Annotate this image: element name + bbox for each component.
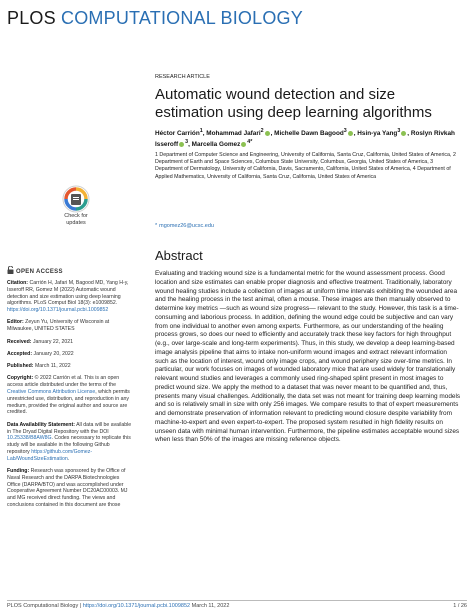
data-availability-text-2: . Codes necessary to replicate this study will be available in the following Github repository [7,435,131,455]
page-number: 1 / 26 [453,603,467,609]
author-affiliation-mark: 3 [343,128,347,134]
author-name[interactable]: Roslyn Rivkah Isseroff [155,130,455,149]
accepted [7,351,133,358]
abstract-heading: Abstract [155,248,203,263]
accepted-date: January 20, 2022 [32,350,74,357]
data-availability [7,422,133,463]
author-affiliation-mark: 2 [260,128,264,134]
published [7,363,133,370]
received-label: Received: [7,338,32,345]
author-name[interactable]: Hsin-ya Yang [357,130,398,138]
check-for-updates-label[interactable] [53,213,99,226]
footer-doi-link[interactable]: https://doi.org/10.1371/journal.pcbi.1009852 [82,603,191,609]
badge-line-1: Check for [64,213,88,219]
citation-text: Carrión H, Jafari M, Bagood MD, Yang H-y, Isseroff RR, Gomez M (2022) Automatic wound detection and size estimation using deep learning algorithms. PLoS Comput Biol 18(3): e1009852. [7,280,129,307]
orcid-icon[interactable] [265,131,270,136]
author-affiliation-mark: 4* [247,139,253,146]
badge-line-2: updates [66,219,86,226]
funding-label: Funding: [7,468,30,475]
author-list: Héctor Carrión$^1$, Mohammad Jafari$^2$ , Michelle Dawn Bagood$^3$ , Hsin-ya Yang$^3$ , Roslyn Rivkah Isseroff $^3$, Marcella Gomez $^{4*}$ [155,128,455,149]
page-footer [7,603,467,609]
citation-label: Citation: [7,280,29,286]
orcid-icon[interactable] [348,131,353,136]
author-name[interactable]: Marcella Gomez [191,141,241,149]
article-info-sidebar [7,280,133,514]
abstract-body: Evaluating and tracking wound size is a fundamental metric for the wound assessment process. Good location and size estimates can enable proper diagnosis and effective treatment. Traditionally, laboratory wound healing studies include a collection of images at uniform time intervals exhibiting the wounded area and the healing process in the test animal, often a mouse. These images are then manually observed to determine key metrics —such as wound size progress— relevant to the study. However, this task is a time-consuming and laborious process. In addition, defining the wound edge could be subjective and can vary from one individual to another even among experts. Furthermore, as our understanding of the healing process grows, so does our need to efficiently and accurately track these key factors for high throughput (e.g., over large-scale and long-term experiments). Thus, in this study, we develop a deep learning-based image analysis pipeline that aims to intake non-uniform wound images and extract relevant information such as the location of interest, wound only image crops, and wound periphery size over-time metrics. In particular, our work focuses on images of wounded laboratory mice that are used widely for translationally relevant wound studies and leverages a commonly used ring-shaped splint present in most images to predict wound size. We apply the method to a dataset that was never meant to be quantified and, thus, presents many visual challenges. Additionally, the data set was not meant for training deep learning models and so is relatively small in size with only 256 images. We compare results to that of expert measurements and demonstrate preservation of information relevant to predicting wound closure despite variability from machine-to-expert and even expert-to-expert. The proposed system resulted in high fidelity results on unseen data with minimal human intervention. Furthermore, the pipeline estimates acceptable wound sizes when less than 50% of the images are missing reference objects. [155,270,461,444]
accepted-label: Accepted: [7,350,33,357]
footer-separator: | [78,603,83,609]
corresponding-email[interactable] [155,223,214,229]
email-address[interactable]: mgomez26@ucsc.edu [159,223,214,229]
copyright-label: Copyright: [7,375,34,382]
footer-journal: PLOS Computational Biology [7,603,79,609]
orcid-icon[interactable] [401,131,406,136]
author-name[interactable]: Héctor Carrión [155,130,200,138]
article-title: Automatic wound detection and size estimation using deep learning algorithms [155,86,432,121]
orcid-icon[interactable] [179,142,184,147]
affiliations: 1 Department of Computer Science and Engineering, University of California, Santa Cruz, California, United States of America, 2 Department of Earth and Space Sciences, Columbus State University, Columbus, Georgia, United States of America, 3 Department of Dermatology, University of California, Davis, Sacramento, California, United States of America, 4 Department of Applied Mathematics, University of California, Santa Cruz, California, United States of America [155,152,456,180]
citation-doi-link[interactable]: https://doi.org/10.1371/journal.pcbi.1009852 [7,307,109,314]
copyright-text-end: , which permits unrestricted use, distribution, and reproduction in any medium, provided the original author and source are credited. [7,389,130,416]
github-link[interactable]: https://github.com/Gomez-Lab/WoundSizeEstimation [7,448,93,462]
author-affiliation-mark: 1 [199,128,203,134]
funding-text: Research was sponsored by the Office of Naval Research and the DARPA Biotechnologies Office (DARPA/BTO) and was accomplished under Cooperative Agreement Number DC20AC00003. MJ and MG received direct funding. The views and conclusions contained in this document are those [7,468,128,509]
journal-name-part1: PLOS [7,8,56,28]
copyright [7,375,133,416]
author-affiliation-mark: 3 [185,139,189,146]
journal-name-part2: COMPUTATIONAL BIOLOGY [55,8,303,28]
check-for-updates-icon [56,185,96,215]
orcid-icon[interactable] [241,142,246,147]
copyright-text: © 2022 Carrión et al. This is an open access article distributed under the terms of the [7,375,120,389]
dryad-doi-link[interactable]: 10.25338/B8AW8G [7,435,52,442]
open-access-text: OPEN ACCESS [16,269,63,275]
author-name[interactable]: Michelle Dawn Bagood [274,130,344,138]
footer-divider [7,600,467,601]
editor-text: Zeyun Yu, University of Wisconsin at Milwaukee, UNITED STATES [7,319,110,333]
received [7,339,133,346]
data-availability-text-3: . [67,455,70,462]
author-affiliation-mark: 3 [397,128,401,134]
received-date: January 22, 2021 [31,338,74,345]
asterisk-icon: * [155,223,158,229]
check-for-updates-badge[interactable] [56,185,96,235]
funding [7,468,133,509]
data-availability-label: Data Availability Statement: [7,421,75,428]
license-link[interactable]: Creative Commons Attribution License [7,389,96,396]
citation [7,280,133,314]
open-access-label [7,266,63,275]
published-date: March 11, 2022 [33,363,71,370]
editor [7,319,133,333]
data-availability-text: All data will be available in The Dryad Digital Repository with the DOI [7,421,132,435]
article-type: RESEARCH ARTICLE [155,74,210,80]
author-name[interactable]: Mohammad Jafari [206,130,261,138]
editor-label: Editor: [7,319,24,326]
published-label: Published: [7,363,34,370]
open-lock-icon [7,266,14,274]
footer-date: March 11, 2022 [190,603,230,609]
journal-banner [7,8,303,29]
